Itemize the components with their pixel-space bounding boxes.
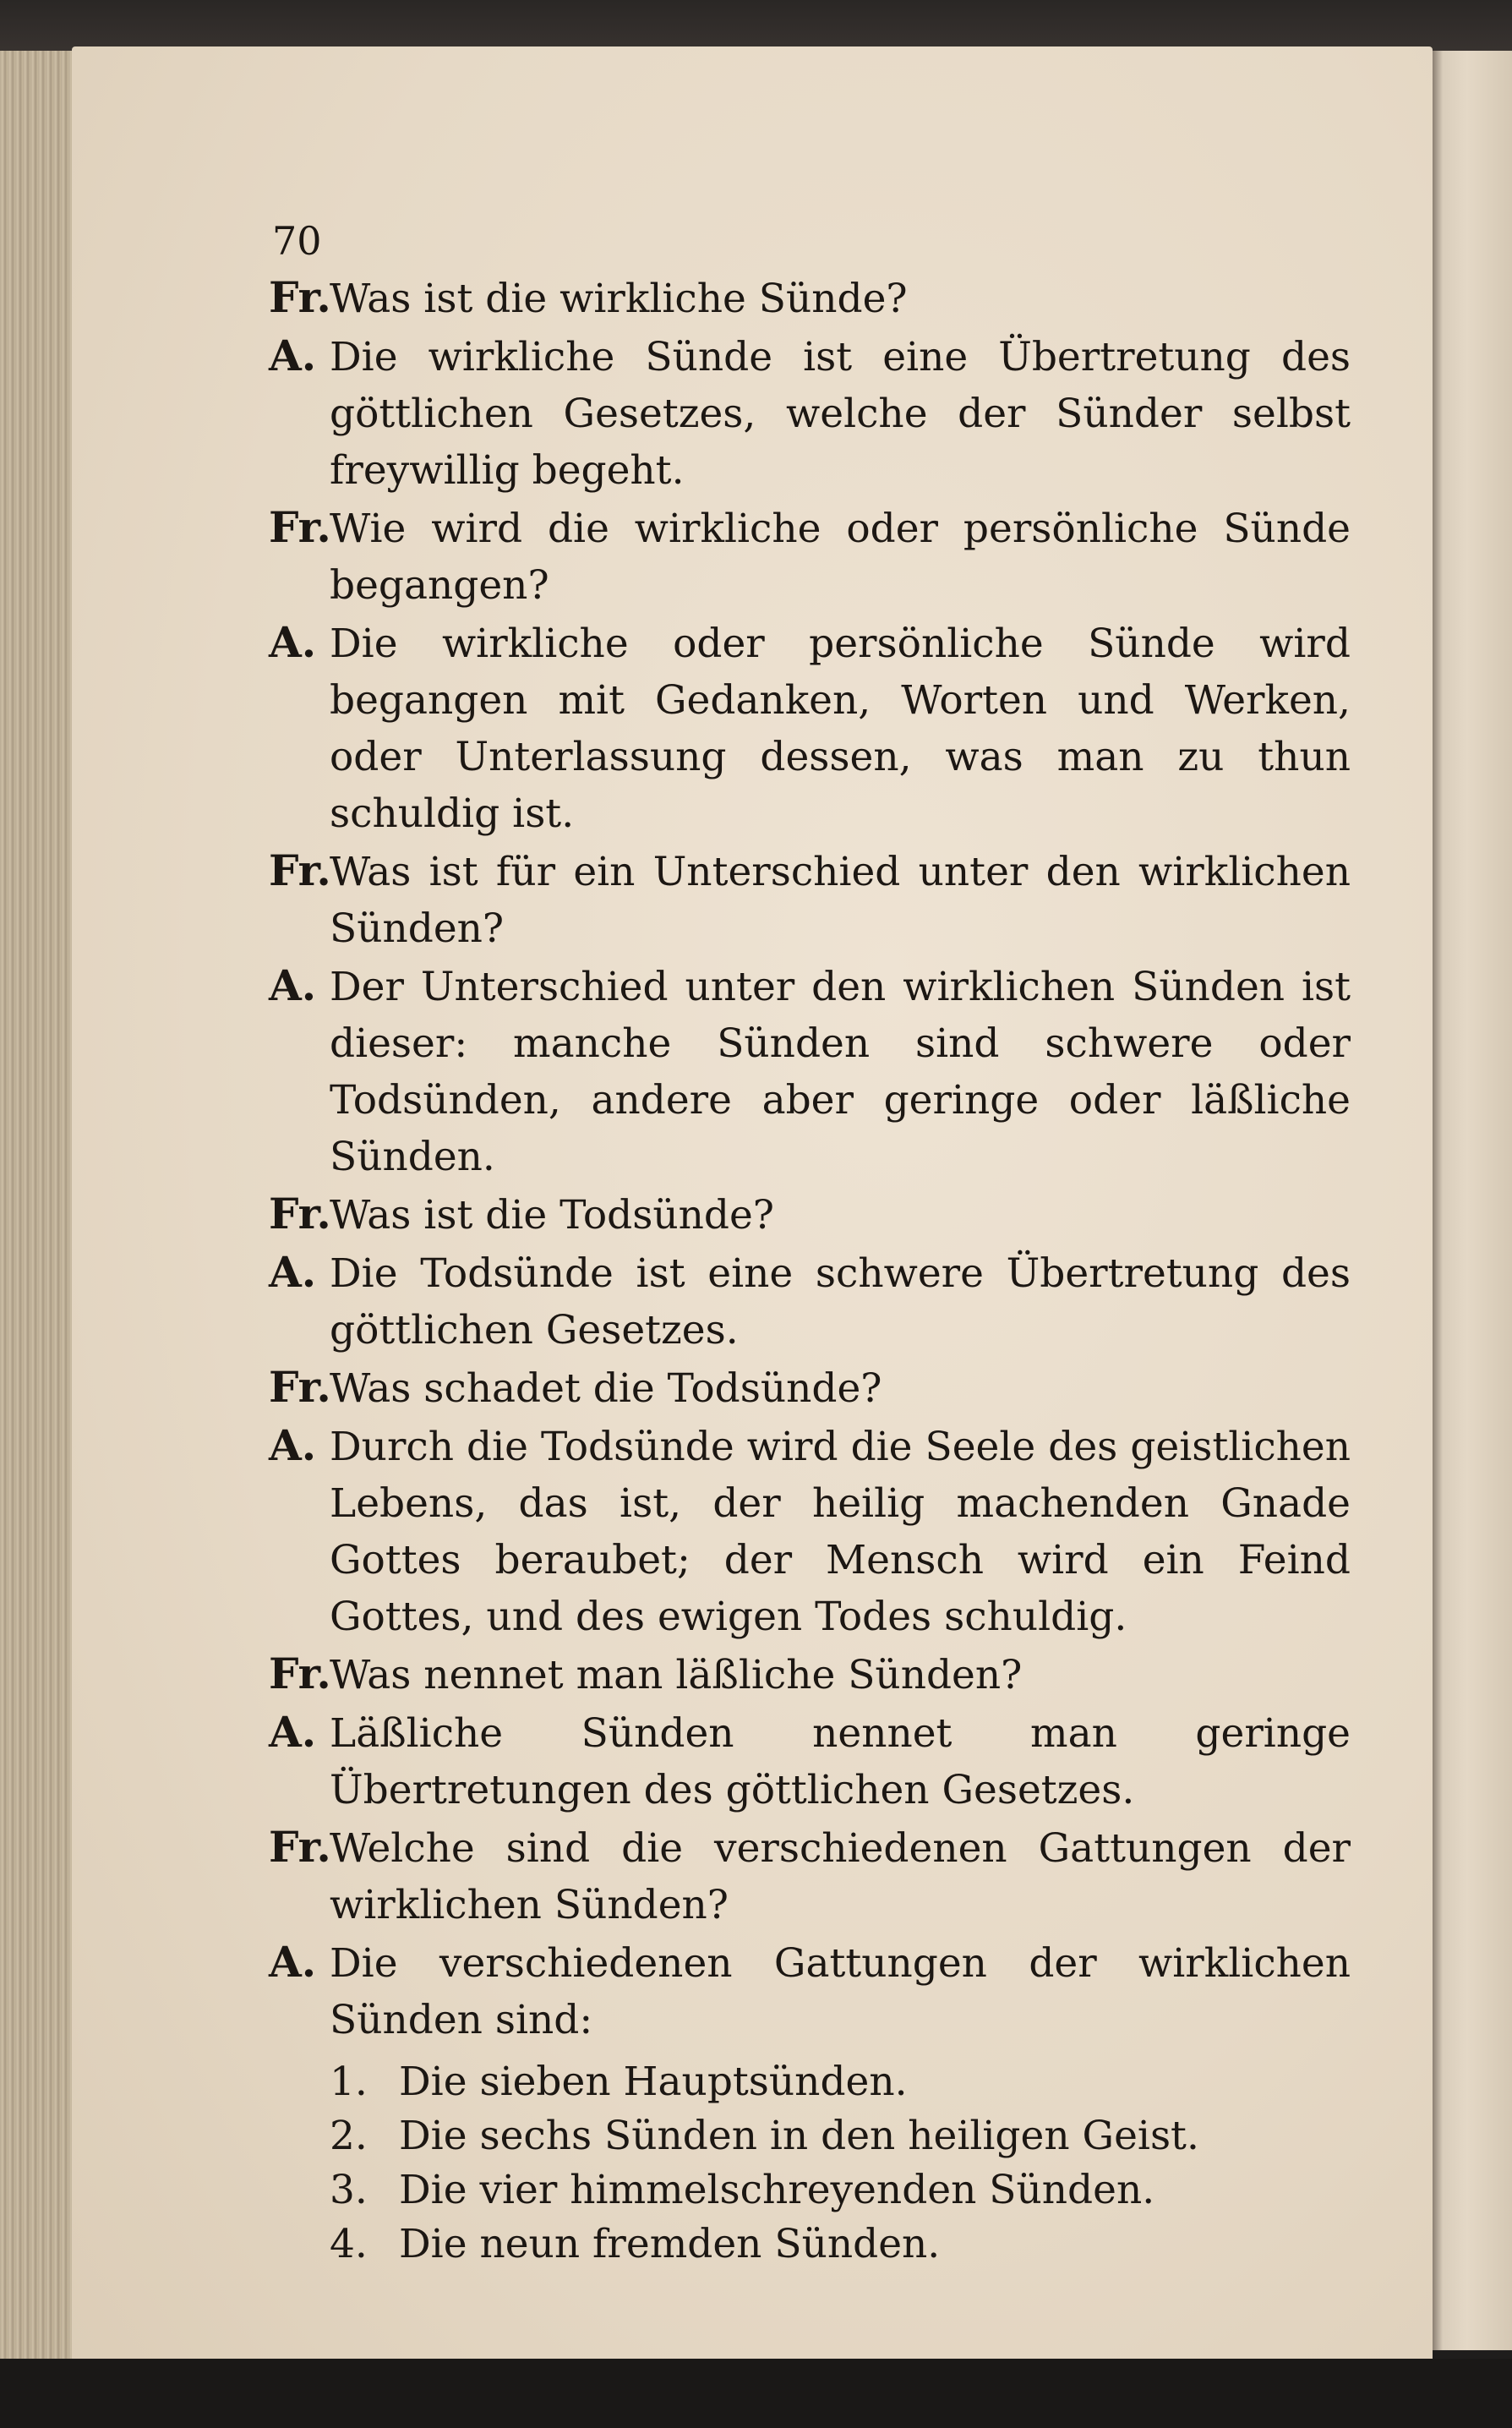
question-text: Was ist für ein Unterschied unter den wirklichen Sünden?	[330, 849, 1351, 952]
answer-label: A.	[269, 1420, 317, 1470]
book-page-edges	[0, 51, 80, 2367]
answer-text: Der Unterschied unter den wirklichen Sünden ist dieser: manche Sünden sind schwere oder Todsünden, andere aber geringe oder läßliche Sünden.	[330, 964, 1351, 1180]
question-label: Fr.	[269, 502, 331, 552]
list-item	[330, 2053, 1351, 2108]
list-number: 1.	[330, 2059, 368, 2105]
question-label: Fr.	[269, 1189, 331, 1239]
answer-text: Die wirkliche Sünde ist eine Übertretung des göttlichen Gesetzes, welche der Sünder selbst freywillig begeht.	[330, 334, 1351, 494]
answer-label: A.	[269, 331, 317, 380]
answer-label: A.	[269, 617, 317, 667]
answer-text: Die Todsünde ist eine schwere Übertretung des göttlichen Gesetzes.	[330, 1250, 1351, 1353]
answer	[269, 1933, 1351, 2048]
question-label: Fr.	[269, 1649, 331, 1698]
answer-text: Die verschiedenen Gattungen der wirklichen Sünden sind:	[330, 1940, 1351, 2043]
question	[269, 1818, 1351, 1933]
question	[269, 269, 1351, 327]
question	[269, 1359, 1351, 1417]
answer	[269, 1244, 1351, 1359]
question-text: Was schadet die Todsünde?	[330, 1365, 882, 1412]
question	[269, 1185, 1351, 1244]
answer-label: A.	[269, 1937, 317, 1987]
answer-label: A.	[269, 960, 317, 1010]
question	[269, 1645, 1351, 1703]
question-label: Fr.	[269, 1822, 331, 1872]
answer	[269, 1703, 1351, 1818]
page-number: 70	[272, 218, 322, 264]
answer-label: A.	[269, 1247, 317, 1297]
answer	[269, 614, 1351, 842]
list-item	[330, 2108, 1351, 2162]
question-text: Was ist die Todsünde?	[330, 1192, 774, 1239]
page-body	[269, 269, 1351, 2270]
answer-text: Durch die Todsünde wird die Seele des geistlichen Lebens, das ist, der heilig machenden Gnade Gottes beraubet; der Mensch wird ein Feind Gottes, und des ewigen Todes schuldig.	[330, 1424, 1351, 1640]
list-number: 4.	[330, 2221, 368, 2267]
list-text: Die vier himmelschreyenden Sünden.	[399, 2167, 1155, 2213]
list-item	[330, 2162, 1351, 2216]
answer	[269, 1417, 1351, 1645]
list-text: Die sieben Hauptsünden.	[399, 2059, 908, 2105]
question-label: Fr.	[269, 845, 331, 895]
list-item	[330, 2216, 1351, 2270]
list-text: Die sechs Sünden in den heiligen Geist.	[399, 2113, 1199, 2159]
list-number: 2.	[330, 2113, 368, 2159]
answer-text: Läßliche Sünden nennet man geringe Übertretungen des göttlichen Gesetzes.	[330, 1710, 1351, 1813]
question-label: Fr.	[269, 272, 331, 322]
question	[269, 842, 1351, 957]
answer-text: Die wirkliche oder persönliche Sünde wird begangen mit Gedanken, Worten und Werken, oder Unterlassung dessen, was man zu thun schuldig ist.	[330, 621, 1351, 837]
question-label: Fr.	[269, 1362, 331, 1412]
sin-types-list	[330, 2053, 1351, 2270]
question-text: Wie wird die wirkliche oder persönliche Sünde begangen?	[330, 506, 1351, 609]
list-number: 3.	[330, 2167, 368, 2213]
question-text: Welche sind die verschiedenen Gattungen der wirklichen Sünden?	[330, 1825, 1351, 1928]
list-text: Die neun fremden Sünden.	[399, 2221, 941, 2267]
adjacent-page	[1433, 51, 1512, 2350]
answer	[269, 327, 1351, 499]
question-text: Was nennet man läßliche Sünden?	[330, 1652, 1023, 1698]
answer-label: A.	[269, 1707, 317, 1757]
answer	[269, 957, 1351, 1185]
question-text: Was ist die wirkliche Sünde?	[330, 276, 908, 322]
question	[269, 499, 1351, 614]
scan-bottom-edge	[0, 2359, 1512, 2428]
